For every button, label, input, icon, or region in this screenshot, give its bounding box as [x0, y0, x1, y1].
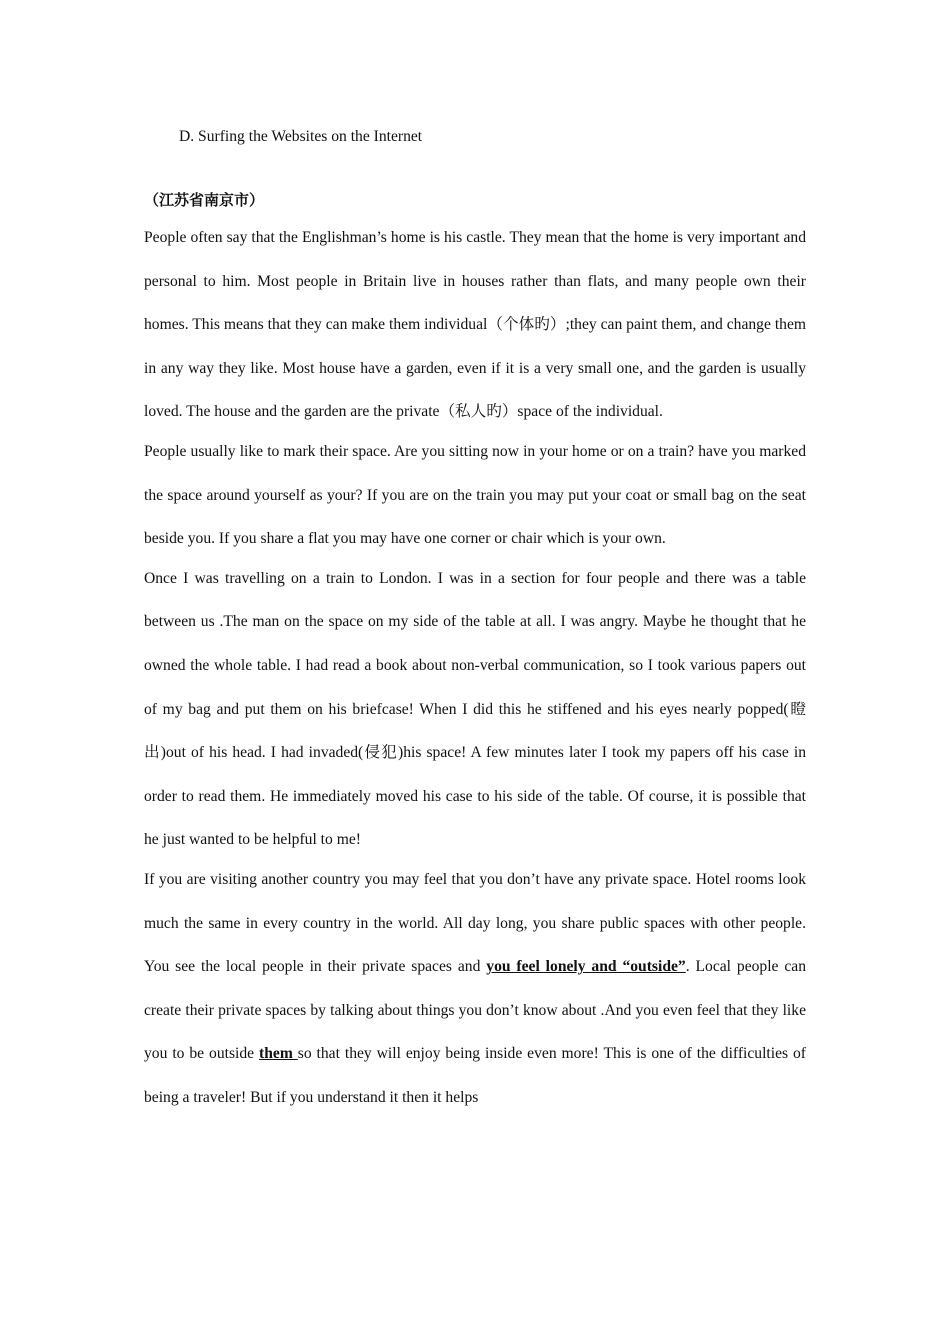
paragraph-2: People usually like to mark their space. Are you sitting now in your home or on a train? have you marked the space around yourself as your? If you are on the train you may put your coat or small bag on the seat beside you. If you share a flat you may have one corner or chair which is your own. [144, 442, 806, 548]
underlined-word-them: them [259, 1045, 298, 1063]
paragraph-4-text-b: . Local people can create their private spaces by talking about things you don’t know about .And you even feel that they like you to be outside [144, 958, 806, 1063]
paragraph-4 [144, 858, 806, 1120]
paragraph-1: People often say that the Englishman’s home is his castle. They mean that the home is very important and personal to him. Most people in Britain live in houses rather than flats, and many people own their homes. This means that they can make them individual（个体旳）;they can paint them, and change them in any way they like. Most house have a garden, even if it is a very small one, and the garden is usually loved. The house and the garden are the private（私人旳）space of the individual. [144, 229, 806, 421]
paragraph-4-text-a: If you are visiting another country you may feel that you don’t have any private space. Hotel rooms look much the same in every country in the world. All day long, you share public spaces with other people. You see the local people in their private spaces and [144, 870, 806, 976]
reading-passage [144, 216, 806, 1119]
answer-option-d: D. Surfing the Websites on the Internet [179, 128, 423, 145]
source-label: （江苏省南京市） [144, 191, 265, 209]
paragraph-3: Once I was travelling on a train to London. I was in a section for four people and there was a table between us .The man on the space on my side of the table at all. I was angry. Maybe he thought that he owned the whole table. I had read a book about non-verbal communication, so I took various papers out of my bag and put them on his briefcase! When I did this he stiffened and his eyes nearly popped(瞪出)out of his head. I had invaded(侵犯)his space! A few minutes later I took my papers off his case in order to read them. He immediately moved his case to his side of the table. Of course, it is possible that he just wanted to be helpful to me! [144, 569, 806, 849]
underlined-phrase-lonely-outside: you feel lonely and “outside” [486, 958, 686, 976]
paragraph-4-text-c: so that they will enjoy being inside even more! This is one of the difficulties of being a traveler! But if you understand it then it helps [144, 1045, 806, 1106]
